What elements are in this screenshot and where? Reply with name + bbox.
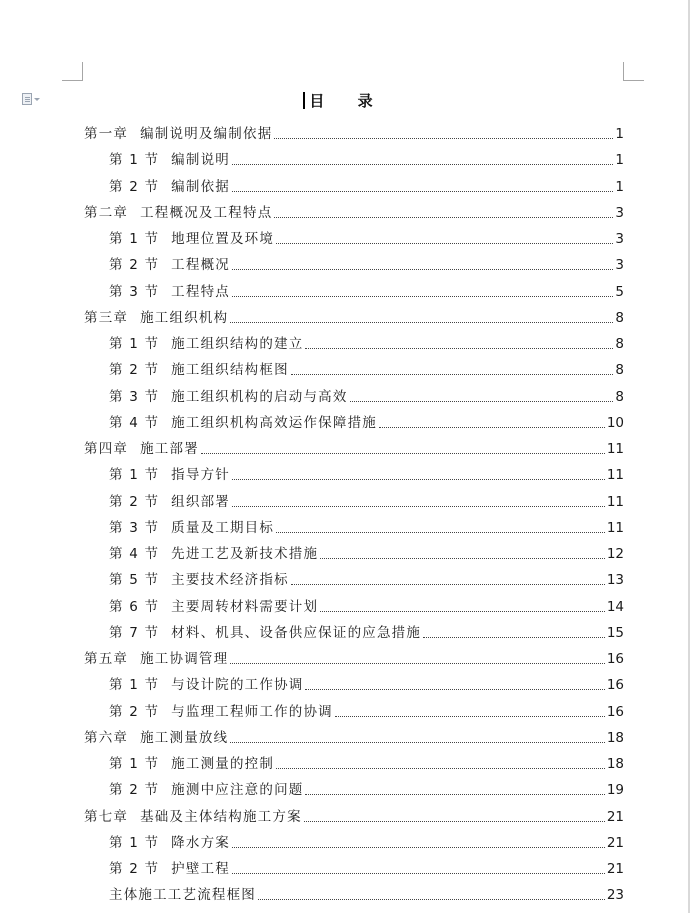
toc-entry-title: 主体施工工艺流程框图: [109, 887, 256, 904]
toc-entry-prefix: 第 1 节: [109, 467, 160, 484]
toc-entry-title: 施工组织机构: [140, 309, 229, 326]
toc-entry[interactable]: [84, 805, 624, 825]
toc-page-number: 21: [606, 808, 624, 825]
toc-entry-title: 先进工艺及新技术措施: [171, 546, 319, 562]
toc-page-number: 1: [615, 126, 624, 142]
toc-entry-prefix: 第二章: [84, 204, 129, 221]
toc-entry-title: 材料、机具、设备供应保证的应急措施: [171, 624, 422, 641]
toc-entry[interactable]: [109, 463, 624, 483]
toc-entry-title: 施工组织结构框图: [171, 362, 289, 379]
toc-entry[interactable]: [109, 621, 624, 641]
toc-page-number: 15: [606, 624, 624, 641]
toc-entry-text: [109, 389, 348, 405]
toc-entry-prefix: 第 2 节: [109, 257, 160, 274]
toc-entry-text: [84, 730, 228, 746]
toc-entry[interactable]: [84, 647, 624, 667]
toc-entry-text: [109, 284, 230, 300]
toc-leader-dots: [276, 243, 613, 244]
toc-leader-dots: [291, 374, 614, 375]
toc-entry-title: 编制说明: [171, 152, 230, 169]
margin-marker-top-right: [623, 80, 644, 81]
toc-page-number: 23: [606, 887, 624, 904]
toc-entry-prefix: 第 4 节: [109, 414, 160, 431]
toc-page-number: 21: [606, 834, 624, 851]
toc-entry-text: [109, 677, 303, 693]
toc-entry-title: 降水方案: [171, 834, 230, 851]
toc-page-number: 3: [615, 257, 624, 274]
toc-entry-prefix: 第 4 节: [109, 546, 160, 562]
toc-entry-title: 施工组织机构的启动与高效: [171, 388, 348, 405]
title-line[interactable]: [0, 90, 690, 111]
toc-page-number: 8: [615, 336, 624, 352]
toc-entry-text: [109, 520, 274, 536]
toc-entry-prefix: 第 2 节: [109, 861, 160, 877]
toc-entry[interactable]: [109, 280, 624, 300]
toc-leader-dots: [276, 768, 605, 769]
toc-entry-text: [109, 835, 230, 851]
toc-entry[interactable]: [109, 490, 624, 510]
toc-page-number: 3: [615, 204, 624, 221]
toc-page-number: 5: [615, 283, 624, 300]
toc-entry-prefix: 第三章: [84, 309, 129, 326]
toc-entry-title: 主要周转材料需要计划: [171, 598, 319, 615]
toc-page-number: 11: [606, 467, 624, 484]
toc-leader-dots: [276, 532, 605, 533]
toc-page-number: 11: [606, 441, 624, 457]
toc-entry-prefix: 第 1 节: [109, 834, 160, 851]
toc-entry-title: 护壁工程: [171, 861, 230, 877]
toc-entry[interactable]: [84, 201, 624, 221]
toc-page-number: 1: [615, 178, 624, 195]
toc-leader-dots: [274, 138, 613, 139]
toc-entry-prefix: 第 3 节: [109, 283, 160, 300]
toc-entry[interactable]: [84, 726, 624, 746]
toc-page-number: 11: [606, 519, 624, 536]
toc-entry-prefix: 第 2 节: [109, 782, 160, 799]
toc-leader-dots: [305, 689, 604, 690]
toc-page-number: 1: [615, 152, 624, 169]
toc-entry-text: [109, 415, 377, 431]
toc-entry[interactable]: [109, 253, 624, 273]
toc-page-number: 8: [615, 309, 624, 326]
toc-page-number: 13: [606, 572, 624, 589]
toc-leader-dots: [232, 873, 605, 874]
toc-entry-title: 工程特点: [171, 283, 230, 300]
toc-entry-title: 施工协调管理: [140, 651, 229, 667]
toc-leader-dots: [291, 584, 605, 585]
toc-entry-prefix: 第 3 节: [109, 388, 160, 405]
toc-page-number: 18: [606, 729, 624, 746]
toc-leader-dots: [230, 322, 613, 323]
toc-leader-dots: [232, 191, 613, 192]
toc-entry-title: 编制说明及编制依据: [140, 126, 273, 142]
toc-leader-dots: [423, 637, 605, 638]
toc-entry-text: [109, 782, 303, 798]
toc-entry-title: 施工测量放线: [140, 729, 229, 746]
toc-entry[interactable]: [109, 831, 624, 851]
toc-leader-dots: [232, 296, 613, 297]
toc-entry-title: 工程概况及工程特点: [140, 204, 273, 221]
toc-entry-title: 施测中应注意的问题: [171, 782, 304, 799]
toc-entry-text: [109, 467, 230, 483]
toc-entry-title: 施工组织机构高效运作保障措施: [171, 414, 377, 431]
toc-entry[interactable]: [109, 516, 624, 536]
toc-entry[interactable]: [109, 411, 624, 431]
toc-page-number: 11: [606, 493, 624, 510]
toc-entry-title: 施工测量的控制: [171, 756, 275, 772]
toc-entry[interactable]: [109, 857, 624, 877]
toc-entry-prefix: 第 6 节: [109, 598, 160, 615]
toc-page-number: 12: [606, 546, 624, 562]
toc-leader-dots: [320, 558, 605, 559]
toc-entry-prefix: 第 2 节: [109, 178, 160, 195]
toc-entry-text: [109, 572, 289, 588]
toc-entry-text: [109, 625, 421, 641]
toc-leader-dots: [350, 401, 614, 402]
toc-entry-prefix: 第一章: [84, 126, 129, 142]
toc-entry-title: 基础及主体结构施工方案: [140, 808, 302, 825]
toc-entry-title: 工程概况: [171, 257, 230, 274]
toc-leader-dots: [335, 716, 605, 717]
toc-entry[interactable]: [84, 437, 624, 457]
toc-entry-text: [84, 205, 272, 221]
toc-entry[interactable]: [109, 148, 624, 168]
toc-leader-dots: [304, 821, 605, 822]
toc-leader-dots: [379, 427, 605, 428]
toc-entry-text: [109, 546, 318, 562]
toc-entry-title: 地理位置及环境: [171, 231, 275, 247]
margin-marker-top-right-vertical: [623, 62, 624, 81]
toc-leader-dots: [201, 453, 605, 454]
toc-entry-prefix: 第六章: [84, 729, 129, 746]
toc-entry-prefix: 第 1 节: [109, 677, 160, 694]
toc-entry[interactable]: [109, 673, 624, 693]
toc-entry-prefix: 第 3 节: [109, 519, 160, 536]
toc-entry-prefix: 第 2 节: [109, 493, 160, 510]
toc-entry-text: [109, 704, 333, 720]
toc-leader-dots: [230, 742, 605, 743]
margin-marker-top-left: [62, 80, 83, 81]
toc-leader-dots: [230, 663, 605, 664]
toc-entry[interactable]: [84, 122, 624, 142]
toc-entry[interactable]: [109, 542, 624, 562]
toc-entry-text: [109, 494, 230, 510]
toc-entry-prefix: 第四章: [84, 441, 129, 457]
toc-entry-text: [84, 651, 228, 667]
toc-entry-prefix: 第 5 节: [109, 572, 160, 589]
toc-entry-text: [109, 231, 274, 247]
toc-entry-prefix: 第 2 节: [109, 703, 160, 720]
toc-entry-text: [109, 887, 256, 903]
toc-entry-prefix: 第 2 节: [109, 362, 160, 379]
toc-entry[interactable]: [109, 883, 624, 903]
toc-entry-text: [109, 257, 230, 273]
toc-page-number: 8: [615, 362, 624, 379]
toc-leader-dots: [232, 847, 605, 848]
toc-page-number: 16: [606, 677, 624, 694]
toc-entry[interactable]: [109, 778, 624, 798]
toc-entry-text: [109, 152, 230, 168]
toc-page-number: 10: [606, 414, 624, 431]
toc-entry[interactable]: [109, 700, 624, 720]
toc-entry-title: 主要技术经济指标: [171, 572, 289, 589]
toc-entry-text: [84, 809, 302, 825]
toc-entry-prefix: 第 1 节: [109, 756, 160, 772]
toc-entry-text: [84, 310, 228, 326]
toc-leader-dots: [305, 348, 613, 349]
toc-page-number: 16: [606, 703, 624, 720]
text-cursor: [303, 92, 305, 109]
toc-leader-dots: [305, 794, 604, 795]
toc-entry[interactable]: [109, 385, 624, 405]
toc-leader-dots: [274, 217, 613, 218]
toc-entry-title: 编制依据: [171, 178, 230, 195]
toc-entry-title: 施工部署: [140, 441, 199, 457]
toc-entry[interactable]: [109, 568, 624, 588]
toc-entry-text: [109, 179, 230, 195]
margin-marker-top-left-vertical: [82, 62, 83, 81]
toc-entry[interactable]: [109, 358, 624, 378]
page-title: 目 录: [309, 92, 387, 110]
toc-page-number: 8: [615, 388, 624, 405]
toc-entry-prefix: 第七章: [84, 808, 129, 825]
toc-entry-text: [109, 599, 318, 615]
toc-entry-title: 施工组织结构的建立: [171, 336, 304, 352]
toc-page-number: 16: [606, 651, 624, 667]
toc-page-number: 21: [606, 861, 624, 877]
toc-entry-text: [84, 126, 272, 142]
toc-entry-title: 与监理工程师工作的协调: [171, 703, 333, 720]
toc-leader-dots: [232, 164, 613, 165]
toc-entry-text: [84, 441, 199, 457]
toc-entry[interactable]: [109, 752, 624, 772]
toc-entry[interactable]: [84, 306, 624, 326]
toc-entry-prefix: 第 1 节: [109, 231, 160, 247]
toc-page-number: 18: [606, 756, 624, 772]
toc-entry[interactable]: [109, 332, 624, 352]
toc-leader-dots: [320, 611, 605, 612]
toc-entry-title: 指导方针: [171, 467, 230, 484]
toc-entry[interactable]: [109, 227, 624, 247]
toc-entry[interactable]: [109, 175, 624, 195]
toc-leader-dots: [232, 269, 613, 270]
toc-page-number: 14: [606, 598, 624, 615]
toc-page-number: 3: [615, 231, 624, 247]
toc-entry-title: 质量及工期目标: [171, 519, 275, 536]
toc-entry-prefix: 第 1 节: [109, 336, 160, 352]
toc-entry[interactable]: [109, 595, 624, 615]
toc-entry-title: 与设计院的工作协调: [171, 677, 304, 694]
toc-entry-title: 组织部署: [171, 493, 230, 510]
toc-entry-text: [109, 362, 289, 378]
toc-entry-text: [109, 336, 303, 352]
toc-page-number: 19: [606, 782, 624, 799]
toc-leader-dots: [258, 899, 605, 900]
toc-entry-prefix: 第 1 节: [109, 152, 160, 169]
toc-entry-prefix: 第五章: [84, 651, 129, 667]
toc-entry-text: [109, 756, 274, 772]
toc-entry-text: [109, 861, 230, 877]
toc-leader-dots: [232, 506, 605, 507]
toc-leader-dots: [232, 479, 605, 480]
toc-entry-prefix: 第 7 节: [109, 624, 160, 641]
